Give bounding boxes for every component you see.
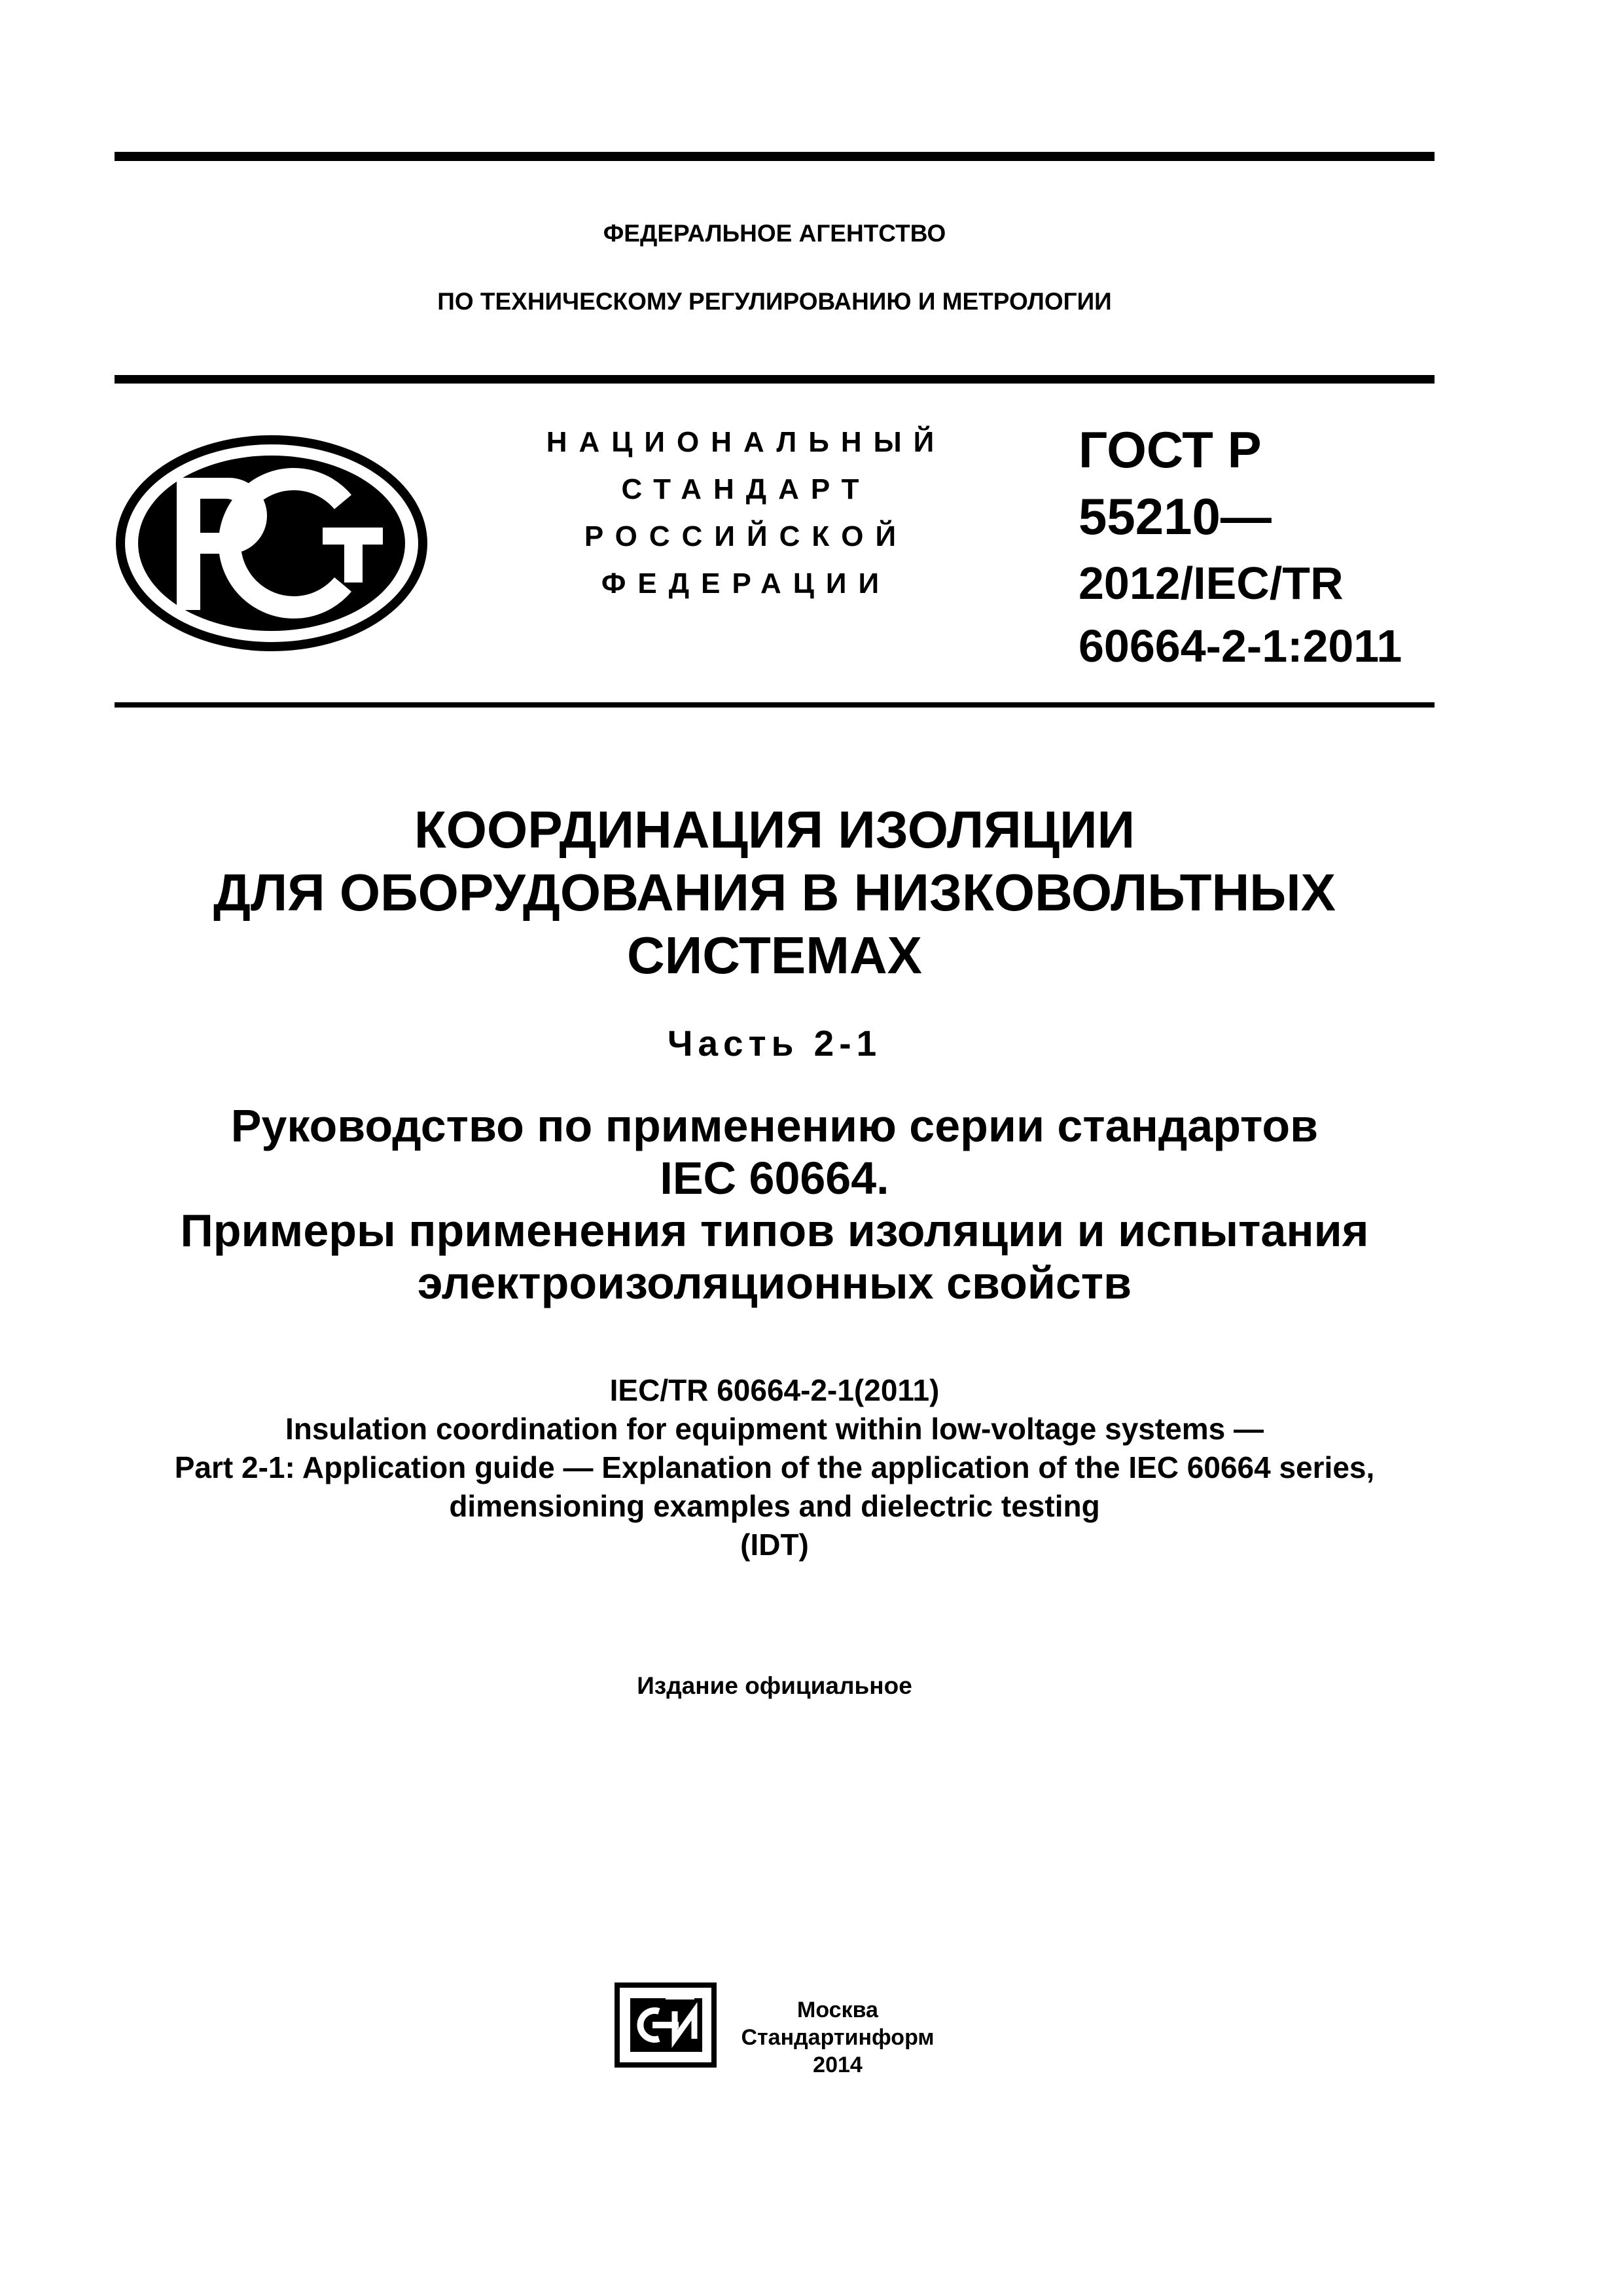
intl-line-4: dimensioning examples and dielectric testing bbox=[449, 1489, 1100, 1523]
part-number: Часть 2-1 bbox=[667, 1023, 882, 1064]
top-rule bbox=[115, 152, 1435, 161]
standard-type-line-2: СТАНДАРТ bbox=[621, 473, 871, 505]
intl-line-3: Part 2-1: Application guide — Explanation of the application of the IEC 60664 series, bbox=[174, 1450, 1375, 1484]
agency-rule bbox=[115, 375, 1435, 384]
edition-label: Издание официальное bbox=[637, 1672, 912, 1699]
publisher-name: Стандартинформ bbox=[741, 2025, 935, 2050]
standard-type-line-4: ФЕДЕРАЦИИ bbox=[601, 567, 891, 600]
designation-line-1: ГОСТ Р bbox=[1079, 421, 1262, 478]
title-line-3: СИСТЕМАХ bbox=[626, 926, 923, 984]
document-subtitle bbox=[115, 1100, 1435, 1309]
designation-line-2: 55210— bbox=[1079, 488, 1272, 545]
subtitle-line-1: Руководство по применению серии стандартов bbox=[230, 1100, 1319, 1151]
title-line-2: ДЛЯ ОБОРУДОВАНИЯ В НИЗКОВОЛЬТНЫХ bbox=[213, 863, 1336, 922]
standard-type bbox=[517, 419, 975, 607]
standard-type-line-3: РОССИЙСКОЙ bbox=[584, 520, 908, 552]
intl-line-1: IEC/TR 60664-2-1(2011) bbox=[609, 1373, 940, 1407]
agency-line-2: ПО ТЕХНИЧЕСКОМУ РЕГУЛИРОВАНИЮ И МЕТРОЛОГИИ bbox=[437, 288, 1112, 315]
subtitle-line-4: электроизоляционных свойств bbox=[417, 1257, 1132, 1308]
rst-logo bbox=[115, 432, 429, 655]
subtitle-line-3: Примеры применения типов изоляции и испытания bbox=[180, 1205, 1369, 1256]
standartinform-logo bbox=[612, 1980, 723, 2070]
intl-line-2: Insulation coordination for equipment within low-voltage systems — bbox=[285, 1412, 1264, 1446]
publisher-info bbox=[736, 1996, 939, 2079]
agency-line-1: ФЕДЕРАЛЬНОЕ АГЕНТСТВО bbox=[603, 220, 946, 247]
designation-line-4: 60664-2-1:2011 bbox=[1079, 620, 1402, 672]
international-reference bbox=[115, 1371, 1435, 1564]
document-title bbox=[115, 798, 1435, 987]
publisher-city: Москва bbox=[797, 1998, 878, 2022]
standard-type-line-1: НАЦИОНАЛЬНЫЙ bbox=[546, 426, 946, 458]
publisher-year: 2014 bbox=[813, 2053, 863, 2077]
intl-line-5: (IDT) bbox=[740, 1528, 809, 1562]
title-line-1: КООРДИНАЦИЯ ИЗОЛЯЦИИ bbox=[414, 800, 1135, 859]
designation-rule bbox=[115, 702, 1435, 708]
designation-line-3: 2012/IEC/TR bbox=[1079, 558, 1344, 609]
subtitle-line-2: IEC 60664. bbox=[660, 1153, 889, 1204]
